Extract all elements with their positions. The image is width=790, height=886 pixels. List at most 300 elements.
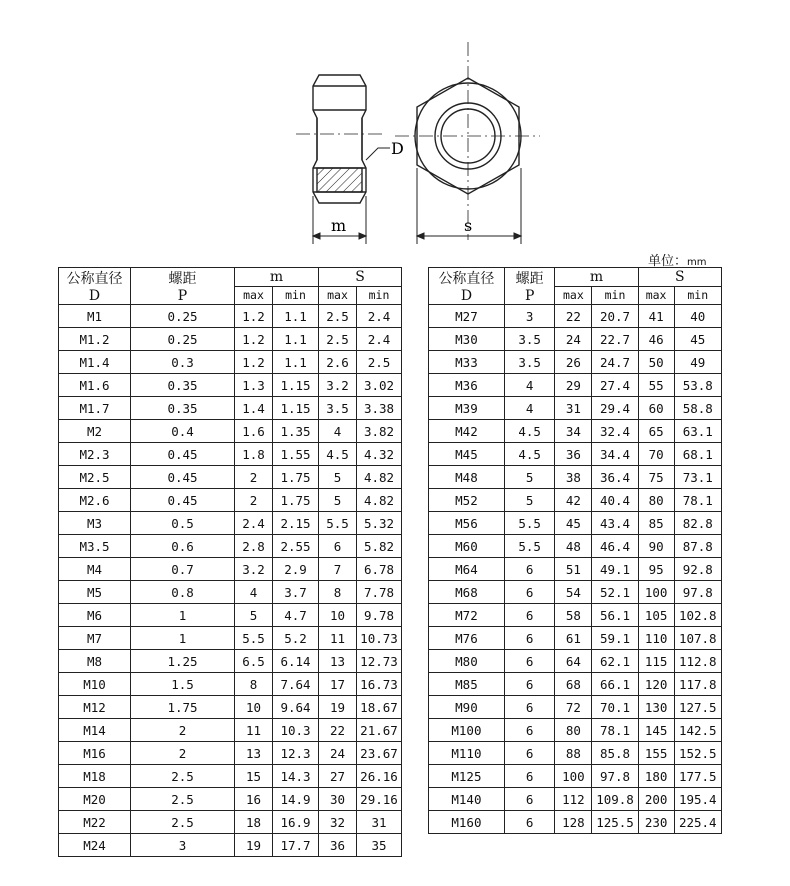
cell-s-max: 4 [319, 420, 357, 443]
table-row [429, 397, 722, 420]
cell-m-min: 78.1 [592, 719, 638, 742]
cell-s-min: 31 [357, 811, 402, 834]
cell-s-max: 27 [319, 765, 357, 788]
cell-diameter: M36 [429, 374, 505, 397]
cell-s-min: 40 [674, 305, 721, 328]
cell-s-max: 145 [638, 719, 674, 742]
cell-s-min: 2.5 [357, 351, 402, 374]
cell-pitch: 2.5 [131, 811, 235, 834]
cell-s-max: 17 [319, 673, 357, 696]
header-m-max: max [555, 286, 592, 305]
cell-s-max: 60 [638, 397, 674, 420]
table-row [429, 443, 722, 466]
hex-nut-drawing [0, 0, 790, 250]
table-row [59, 420, 402, 443]
cell-pitch: 1 [131, 604, 235, 627]
cell-s-max: 22 [319, 719, 357, 742]
header-nominal-diameter: 公称直径 D [59, 268, 131, 305]
table-row [429, 351, 722, 374]
cell-s-max: 7 [319, 558, 357, 581]
header-s-min: min [357, 286, 402, 305]
label-d: D [391, 139, 404, 158]
cell-s-max: 110 [638, 627, 674, 650]
cell-diameter: M16 [59, 742, 131, 765]
table-row [429, 466, 722, 489]
cell-diameter: M3.5 [59, 535, 131, 558]
cell-m-max: 38 [555, 466, 592, 489]
cell-pitch: 4 [504, 397, 555, 420]
cell-m-max: 1.4 [235, 397, 273, 420]
cell-s-max: 10 [319, 604, 357, 627]
cell-s-min: 87.8 [674, 535, 721, 558]
cell-pitch: 0.45 [131, 466, 235, 489]
table-row [429, 650, 722, 673]
cell-pitch: 6 [504, 765, 555, 788]
cell-s-min: 5.82 [357, 535, 402, 558]
table-row [59, 558, 402, 581]
cell-s-min: 2.4 [357, 328, 402, 351]
cell-pitch: 0.6 [131, 535, 235, 558]
cell-pitch: 3 [504, 305, 555, 328]
cell-m-min: 1.1 [273, 351, 319, 374]
cell-m-max: 2 [235, 489, 273, 512]
cell-m-max: 51 [555, 558, 592, 581]
cell-pitch: 6 [504, 742, 555, 765]
cell-pitch: 6 [504, 788, 555, 811]
cell-pitch: 1.25 [131, 650, 235, 673]
table-row [59, 443, 402, 466]
cell-m-min: 1.75 [273, 489, 319, 512]
cell-s-min: 12.73 [357, 650, 402, 673]
cell-diameter: M85 [429, 673, 505, 696]
header-m-min: min [592, 286, 638, 305]
cell-s-min: 152.5 [674, 742, 721, 765]
table-row [429, 535, 722, 558]
cell-m-max: 3.2 [235, 558, 273, 581]
cell-m-max: 26 [555, 351, 592, 374]
cell-m-max: 15 [235, 765, 273, 788]
cell-m-min: 22.7 [592, 328, 638, 351]
cell-diameter: M110 [429, 742, 505, 765]
unit-label: 单位：mm [648, 254, 707, 269]
cell-m-max: 5.5 [235, 627, 273, 650]
cell-s-min: 127.5 [674, 696, 721, 719]
cell-m-max: 10 [235, 696, 273, 719]
header-s-min: min [674, 286, 721, 305]
table-row [429, 765, 722, 788]
cell-m-min: 12.3 [273, 742, 319, 765]
table-row [429, 811, 722, 834]
cell-s-min: 49 [674, 351, 721, 374]
cell-pitch: 6 [504, 673, 555, 696]
cell-s-min: 3.38 [357, 397, 402, 420]
cell-m-min: 85.8 [592, 742, 638, 765]
cell-diameter: M80 [429, 650, 505, 673]
cell-m-min: 66.1 [592, 673, 638, 696]
table-row [429, 673, 722, 696]
cell-s-min: 53.8 [674, 374, 721, 397]
cell-s-min: 26.16 [357, 765, 402, 788]
cell-s-min: 10.73 [357, 627, 402, 650]
cell-pitch: 6 [504, 650, 555, 673]
table-row [59, 489, 402, 512]
header-m: m [555, 268, 638, 287]
cell-s-max: 120 [638, 673, 674, 696]
cell-diameter: M42 [429, 420, 505, 443]
table-row [429, 604, 722, 627]
cell-diameter: M4 [59, 558, 131, 581]
cell-s-min: 92.8 [674, 558, 721, 581]
header-s: S [319, 268, 402, 287]
cell-m-max: 64 [555, 650, 592, 673]
cell-m-max: 16 [235, 788, 273, 811]
cell-s-min: 78.1 [674, 489, 721, 512]
cell-m-max: 22 [555, 305, 592, 328]
cell-m-max: 80 [555, 719, 592, 742]
cell-pitch: 4.5 [504, 443, 555, 466]
table-row [59, 535, 402, 558]
header-s-max: max [638, 286, 674, 305]
cell-pitch: 0.4 [131, 420, 235, 443]
cell-s-max: 50 [638, 351, 674, 374]
nut-side-view [313, 75, 366, 203]
table-row [59, 650, 402, 673]
cell-m-max: 19 [235, 834, 273, 857]
cell-pitch: 5.5 [504, 512, 555, 535]
cell-pitch: 6 [504, 604, 555, 627]
cell-diameter: M76 [429, 627, 505, 650]
d-leader [366, 148, 390, 160]
cell-s-min: 225.4 [674, 811, 721, 834]
table-row [429, 581, 722, 604]
header-m-max: max [235, 286, 273, 305]
cell-diameter: M14 [59, 719, 131, 742]
cell-pitch: 0.25 [131, 328, 235, 351]
cell-diameter: M5 [59, 581, 131, 604]
cell-m-min: 1.15 [273, 397, 319, 420]
cell-m-max: 5 [235, 604, 273, 627]
table-row [59, 834, 402, 857]
cell-diameter: M10 [59, 673, 131, 696]
cell-m-max: 88 [555, 742, 592, 765]
cell-m-max: 100 [555, 765, 592, 788]
table-row [59, 397, 402, 420]
cell-s-min: 4.32 [357, 443, 402, 466]
table-row [429, 742, 722, 765]
cell-m-min: 56.1 [592, 604, 638, 627]
header-s: S [638, 268, 721, 287]
cell-diameter: M33 [429, 351, 505, 374]
cell-s-max: 115 [638, 650, 674, 673]
header-pitch: 螺距 P [504, 268, 555, 305]
table-row [429, 627, 722, 650]
cell-m-min: 1.35 [273, 420, 319, 443]
cell-pitch: 4.5 [504, 420, 555, 443]
cell-m-max: 48 [555, 535, 592, 558]
cell-diameter: M140 [429, 788, 505, 811]
cell-s-max: 11 [319, 627, 357, 650]
cell-m-min: 4.7 [273, 604, 319, 627]
table-row [429, 305, 722, 328]
cell-s-max: 24 [319, 742, 357, 765]
table-row [59, 305, 402, 328]
cell-diameter: M100 [429, 719, 505, 742]
cell-pitch: 0.35 [131, 397, 235, 420]
cell-s-max: 65 [638, 420, 674, 443]
table-row [429, 719, 722, 742]
cell-pitch: 2 [131, 719, 235, 742]
cell-s-max: 180 [638, 765, 674, 788]
cell-s-min: 7.78 [357, 581, 402, 604]
cell-diameter: M1.6 [59, 374, 131, 397]
cell-pitch: 6 [504, 627, 555, 650]
cell-s-max: 5 [319, 489, 357, 512]
cell-s-max: 2.6 [319, 351, 357, 374]
table-row [59, 512, 402, 535]
cell-pitch: 5.5 [504, 535, 555, 558]
header-nominal-diameter: 公称直径 D [429, 268, 505, 305]
cell-s-max: 105 [638, 604, 674, 627]
cell-pitch: 6 [504, 558, 555, 581]
label-m: m [331, 216, 347, 235]
cell-m-min: 9.64 [273, 696, 319, 719]
table-row [59, 811, 402, 834]
cell-s-max: 85 [638, 512, 674, 535]
cell-pitch: 3.5 [504, 328, 555, 351]
cell-s-max: 200 [638, 788, 674, 811]
cell-s-min: 6.78 [357, 558, 402, 581]
table-body-right [429, 305, 722, 834]
cell-diameter: M90 [429, 696, 505, 719]
cell-s-min: 73.1 [674, 466, 721, 489]
cell-diameter: M20 [59, 788, 131, 811]
cell-s-min: 107.8 [674, 627, 721, 650]
cell-pitch: 5 [504, 489, 555, 512]
cell-pitch: 3.5 [504, 351, 555, 374]
cell-s-min: 23.67 [357, 742, 402, 765]
cell-m-max: 24 [555, 328, 592, 351]
cell-s-max: 13 [319, 650, 357, 673]
cell-diameter: M8 [59, 650, 131, 673]
cell-m-min: 32.4 [592, 420, 638, 443]
cell-m-min: 1.55 [273, 443, 319, 466]
cell-diameter: M48 [429, 466, 505, 489]
table-row [59, 627, 402, 650]
cell-diameter: M160 [429, 811, 505, 834]
header-pitch: 螺距 P [131, 268, 235, 305]
cell-pitch: 1.75 [131, 696, 235, 719]
cell-diameter: M2 [59, 420, 131, 443]
cell-s-max: 32 [319, 811, 357, 834]
table-row [59, 765, 402, 788]
cell-m-min: 17.7 [273, 834, 319, 857]
label-s: s [464, 216, 473, 235]
cell-m-max: 1.2 [235, 328, 273, 351]
cell-s-min: 45 [674, 328, 721, 351]
cell-m-min: 10.3 [273, 719, 319, 742]
cell-diameter: M2.5 [59, 466, 131, 489]
cell-s-min: 4.82 [357, 489, 402, 512]
cell-s-max: 3.2 [319, 374, 357, 397]
cell-m-min: 3.7 [273, 581, 319, 604]
cell-m-min: 14.9 [273, 788, 319, 811]
cell-m-max: 128 [555, 811, 592, 834]
cell-s-min: 82.8 [674, 512, 721, 535]
cell-m-min: 2.55 [273, 535, 319, 558]
table-row [59, 673, 402, 696]
cell-s-max: 2.5 [319, 305, 357, 328]
cell-m-max: 13 [235, 742, 273, 765]
header-m: m [235, 268, 319, 287]
cell-pitch: 3 [131, 834, 235, 857]
cell-diameter: M1.7 [59, 397, 131, 420]
cell-s-max: 8 [319, 581, 357, 604]
cell-m-max: 1.3 [235, 374, 273, 397]
cell-m-min: 5.2 [273, 627, 319, 650]
cell-s-max: 3.5 [319, 397, 357, 420]
cell-s-min: 97.8 [674, 581, 721, 604]
cell-pitch: 1.5 [131, 673, 235, 696]
table-body-left [59, 305, 402, 857]
cell-pitch: 2 [131, 742, 235, 765]
cell-diameter: M18 [59, 765, 131, 788]
cell-diameter: M22 [59, 811, 131, 834]
cell-s-min: 102.8 [674, 604, 721, 627]
cell-diameter: M1.4 [59, 351, 131, 374]
cell-s-max: 80 [638, 489, 674, 512]
table-row [59, 742, 402, 765]
table-row [429, 489, 722, 512]
cell-diameter: M24 [59, 834, 131, 857]
table-row [429, 696, 722, 719]
cell-m-min: 20.7 [592, 305, 638, 328]
table-row [429, 788, 722, 811]
cell-m-min: 1.15 [273, 374, 319, 397]
cell-s-max: 41 [638, 305, 674, 328]
cell-s-max: 90 [638, 535, 674, 558]
cell-m-min: 49.1 [592, 558, 638, 581]
cell-m-max: 11 [235, 719, 273, 742]
cell-s-max: 5 [319, 466, 357, 489]
cell-m-min: 46.4 [592, 535, 638, 558]
cell-s-max: 30 [319, 788, 357, 811]
table-row [59, 328, 402, 351]
cell-m-min: 1.1 [273, 305, 319, 328]
cell-s-min: 21.67 [357, 719, 402, 742]
cell-m-max: 45 [555, 512, 592, 535]
spec-table-right [428, 267, 722, 834]
cell-m-min: 27.4 [592, 374, 638, 397]
cell-m-max: 34 [555, 420, 592, 443]
cell-s-min: 195.4 [674, 788, 721, 811]
cell-s-max: 100 [638, 581, 674, 604]
cell-diameter: M52 [429, 489, 505, 512]
cell-s-min: 177.5 [674, 765, 721, 788]
cell-m-max: 54 [555, 581, 592, 604]
cell-pitch: 0.5 [131, 512, 235, 535]
cell-pitch: 5 [504, 466, 555, 489]
cell-s-max: 36 [319, 834, 357, 857]
cell-pitch: 6 [504, 811, 555, 834]
cell-s-min: 117.8 [674, 673, 721, 696]
cell-m-max: 58 [555, 604, 592, 627]
cell-m-min: 36.4 [592, 466, 638, 489]
cell-m-max: 61 [555, 627, 592, 650]
cell-pitch: 2.5 [131, 788, 235, 811]
cell-diameter: M7 [59, 627, 131, 650]
cell-m-max: 2 [235, 466, 273, 489]
cell-s-min: 4.82 [357, 466, 402, 489]
cell-m-min: 43.4 [592, 512, 638, 535]
cell-pitch: 6 [504, 696, 555, 719]
cell-m-min: 34.4 [592, 443, 638, 466]
cell-pitch: 4 [504, 374, 555, 397]
cell-m-max: 2.8 [235, 535, 273, 558]
cell-s-min: 68.1 [674, 443, 721, 466]
cell-pitch: 6 [504, 581, 555, 604]
cell-pitch: 0.25 [131, 305, 235, 328]
table-row [429, 374, 722, 397]
cell-diameter: M30 [429, 328, 505, 351]
cell-m-min: 2.9 [273, 558, 319, 581]
cell-m-min: 16.9 [273, 811, 319, 834]
cell-m-max: 18 [235, 811, 273, 834]
cell-pitch: 0.45 [131, 489, 235, 512]
cell-s-min: 58.8 [674, 397, 721, 420]
cell-s-min: 63.1 [674, 420, 721, 443]
cell-diameter: M68 [429, 581, 505, 604]
cell-s-max: 130 [638, 696, 674, 719]
cell-pitch: 0.35 [131, 374, 235, 397]
cell-m-max: 42 [555, 489, 592, 512]
cell-m-max: 29 [555, 374, 592, 397]
cell-pitch: 0.7 [131, 558, 235, 581]
table-row [59, 581, 402, 604]
cell-m-min: 125.5 [592, 811, 638, 834]
cell-diameter: M1.2 [59, 328, 131, 351]
table-row [429, 512, 722, 535]
cell-m-min: 14.3 [273, 765, 319, 788]
cell-m-min: 52.1 [592, 581, 638, 604]
cell-s-min: 18.67 [357, 696, 402, 719]
cell-s-min: 29.16 [357, 788, 402, 811]
cell-s-min: 9.78 [357, 604, 402, 627]
table-row [429, 420, 722, 443]
cell-m-min: 70.1 [592, 696, 638, 719]
table-row [429, 558, 722, 581]
cell-s-min: 112.8 [674, 650, 721, 673]
cell-m-max: 31 [555, 397, 592, 420]
cell-m-max: 68 [555, 673, 592, 696]
header-m-min: min [273, 286, 319, 305]
cell-m-max: 36 [555, 443, 592, 466]
cell-pitch: 1 [131, 627, 235, 650]
cell-s-max: 5.5 [319, 512, 357, 535]
cell-m-max: 72 [555, 696, 592, 719]
cell-s-max: 55 [638, 374, 674, 397]
cell-s-min: 16.73 [357, 673, 402, 696]
cell-m-max: 1.8 [235, 443, 273, 466]
cell-diameter: M2.6 [59, 489, 131, 512]
cell-s-min: 142.5 [674, 719, 721, 742]
cell-m-min: 40.4 [592, 489, 638, 512]
cell-diameter: M45 [429, 443, 505, 466]
cell-pitch: 0.45 [131, 443, 235, 466]
cell-s-min: 3.02 [357, 374, 402, 397]
cell-diameter: M2.3 [59, 443, 131, 466]
table-row [59, 719, 402, 742]
cell-s-min: 3.82 [357, 420, 402, 443]
